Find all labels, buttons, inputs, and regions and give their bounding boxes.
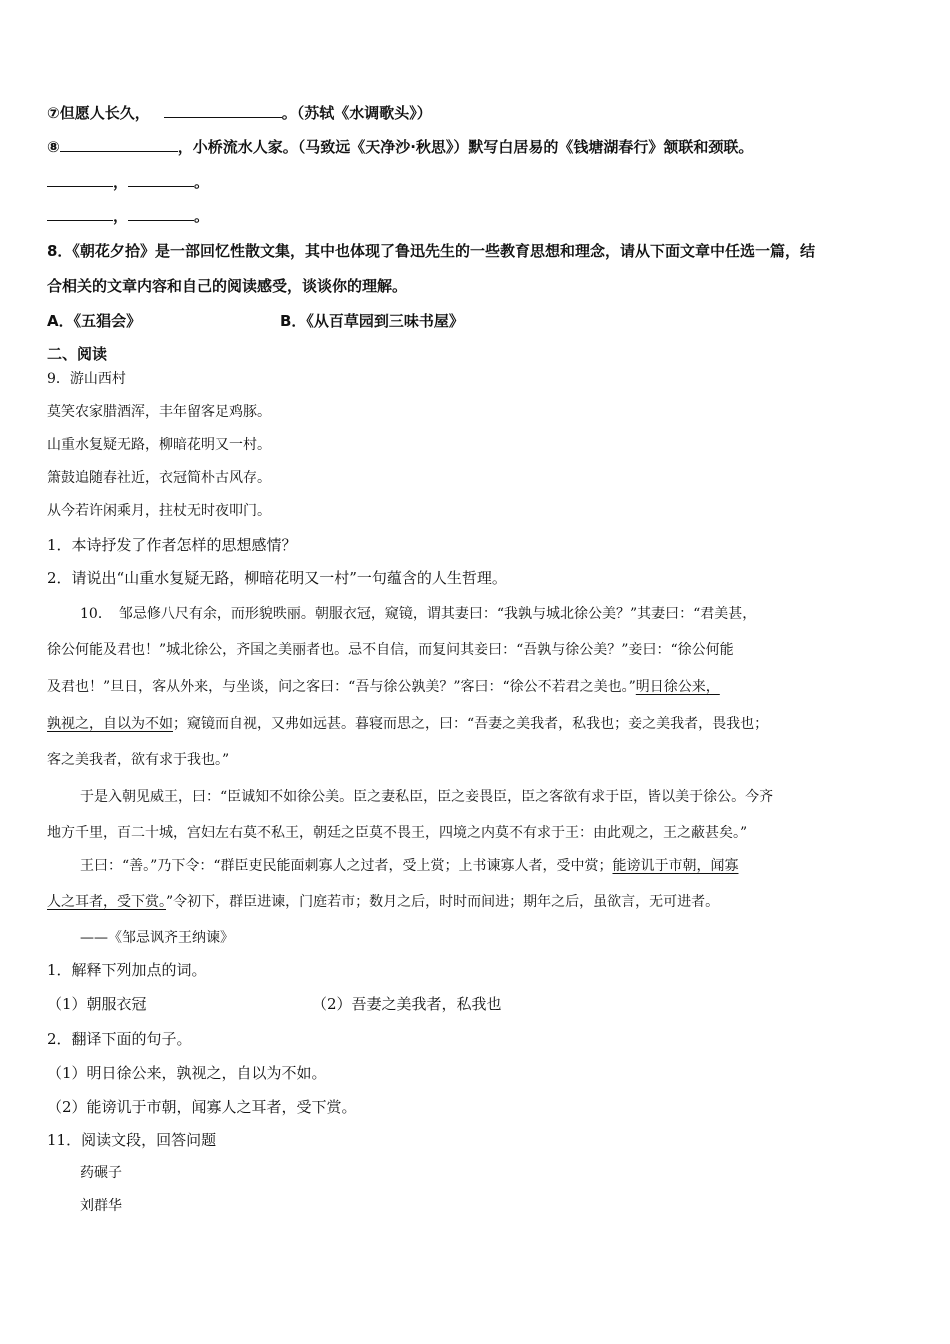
q10-sub-question-1a: （1）朝服衣冠 bbox=[47, 995, 147, 1013]
q9-sub-question-1: 1．本诗抒发了作者怎样的思想感情？ bbox=[47, 536, 297, 554]
period: 。 bbox=[194, 207, 210, 225]
poem-line-2: 山重水复疑无路，柳暗花明又一村。 bbox=[47, 437, 271, 453]
answer-blank[interactable] bbox=[47, 172, 113, 187]
q8-line-1: 8．《朝花夕拾》是一部回忆性散文集，其中也体现了鲁迅先生的一些教育思想和理念，请从下面文章中任选一篇，结 bbox=[47, 242, 815, 260]
q9-title: 9．游山西村 bbox=[47, 371, 126, 387]
article-author: 刘群华 bbox=[80, 1198, 122, 1214]
q10-para2-line2: 地方千里，百二十城，宫妇左右莫不私王，朝廷之臣莫不畏王，四境之内莫不有求于王：由此观之，王之蔽甚矣。” bbox=[47, 825, 748, 841]
q10-source: ——《邹忌讽齐王纳谏》 bbox=[80, 930, 234, 946]
q11-title: 11．阅读文段，回答问题 bbox=[47, 1131, 217, 1149]
text: 及君也！”旦日，客从外来，与坐谈，问之客曰：“吾与徐公孰美？”客曰：“徐公不若君之美也。” bbox=[47, 679, 636, 695]
article-title: 药碾子 bbox=[80, 1165, 122, 1181]
q10-para1-line1: 10． 邹忌修八尺有余，而形貌昳丽。朝服衣冠，窥镜，谓其妻曰：“我孰与城北徐公美？”其妻曰：“君美甚， bbox=[80, 606, 757, 622]
underlined-text: 孰视之，自以为不如 bbox=[47, 716, 173, 732]
q7-blank-line-1 bbox=[47, 172, 209, 192]
q8-option-b: B．《从百草园到三味书屋》 bbox=[280, 312, 464, 330]
q10-para3-line2 bbox=[47, 892, 719, 912]
q7-item7-prefix: ⑦但愿人长久， bbox=[47, 104, 150, 122]
q10-sub-question-2a: （1）明日徐公来，孰视之，自以为不如。 bbox=[47, 1064, 327, 1082]
section-title: 二、阅读 bbox=[47, 345, 108, 363]
q10-sub-question-2: 2．翻译下面的句子。 bbox=[47, 1030, 192, 1048]
answer-blank[interactable] bbox=[128, 206, 194, 221]
underlined-text: 能谤讥于市朝，闻寡 bbox=[612, 858, 739, 874]
q7-blank-line-2 bbox=[47, 206, 209, 226]
q7-item8-prefix: ⑧ bbox=[47, 138, 60, 156]
text: ”令初下，群臣进谏，门庭若市；数月之后，时时而间进；期年之后，虽欲言，无可进者。 bbox=[166, 894, 720, 910]
answer-blank[interactable] bbox=[60, 137, 178, 152]
q10-para3-line1 bbox=[80, 856, 738, 876]
q7-item7 bbox=[47, 103, 432, 123]
comma: ， bbox=[113, 173, 129, 191]
q9-sub-question-2: 2．请说出“山重水复疑无路，柳暗花明又一村”一句蕴含的人生哲理。 bbox=[47, 569, 507, 587]
q10-para1-line4 bbox=[47, 714, 768, 734]
underlined-text: 明日徐公来， bbox=[635, 679, 720, 695]
poem-line-1: 莫笑农家腊酒浑，丰年留客足鸡豚。 bbox=[47, 404, 271, 420]
answer-blank[interactable] bbox=[128, 172, 194, 187]
q10-sub-question-1b: （2）吾妻之美我者，私我也 bbox=[312, 995, 502, 1013]
period: 。 bbox=[194, 173, 210, 191]
q8-line-2: 合相关的文章内容和自己的阅读感受，谈谈你的理解。 bbox=[47, 277, 408, 295]
q10-sub-question-2b: （2）能谤讥于市朝，闻寡人之耳者，受下赏。 bbox=[47, 1098, 357, 1116]
text: ；窥镜而自视，又弗如远甚。暮寝而思之，曰：“吾妻之美我者，私我也；妾之美我者，畏我也； bbox=[173, 716, 769, 732]
answer-blank[interactable] bbox=[164, 103, 282, 118]
underlined-text: 人之耳者，受下赏。 bbox=[47, 894, 166, 910]
poem-line-3: 箫鼓追随春社近，衣冠简朴古风存。 bbox=[47, 470, 271, 486]
q7-item8 bbox=[47, 137, 753, 157]
q8-option-a: A．《五猖会》 bbox=[47, 312, 142, 330]
poem-line-4: 从今若许闲乘月，拄杖无时夜叩门。 bbox=[47, 503, 271, 519]
q10-sub-question-1: 1．解释下列加点的词。 bbox=[47, 961, 207, 979]
q10-para1-line3 bbox=[47, 677, 720, 697]
text: 王曰：“善。”乃下令：“群臣吏民能面刺寡人之过者，受上赏；上书谏寡人者，受中赏； bbox=[80, 858, 613, 874]
q10-para1-line2: 徐公何能及君也！”城北徐公，齐国之美丽者也。忌不自信，而复问其妾曰：“吾孰与徐公美？”妾曰：“徐公何能 bbox=[47, 642, 734, 658]
q7-item8-suffix: ，小桥流水人家。（马致远《天净沙·秋思》）默写白居易的《钱塘湖春行》颔联和颈联。 bbox=[177, 138, 754, 156]
q10-para1-line5: 客之美我者，欲有求于我也。” bbox=[47, 752, 230, 768]
q7-item7-suffix: 。（苏轼《水调歌头》） bbox=[281, 104, 432, 122]
q10-para2-line1: 于是入朝见威王，曰：“臣诚知不如徐公美。臣之妻私臣，臣之妾畏臣，臣之客欲有求于臣，皆以美于徐公。今齐 bbox=[80, 789, 774, 805]
answer-blank[interactable] bbox=[47, 206, 113, 221]
comma: ， bbox=[113, 207, 129, 225]
